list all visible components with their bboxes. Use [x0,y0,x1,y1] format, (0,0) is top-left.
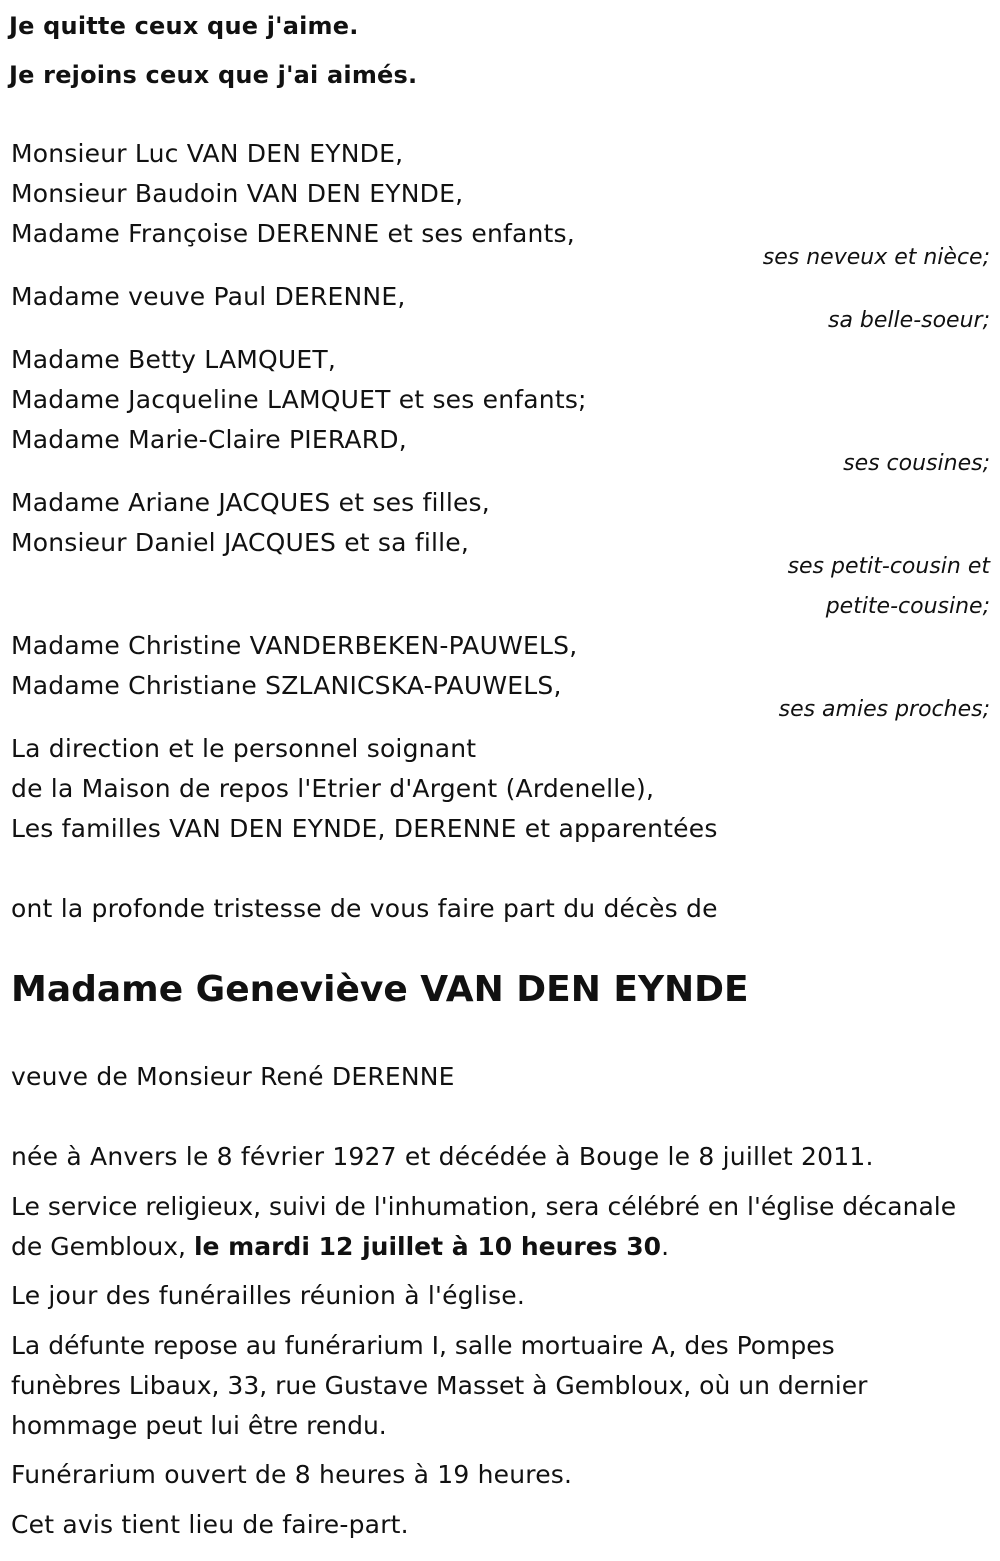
hours-text: Funérarium ouvert de 8 heures à 19 heures. [11,1460,573,1489]
widow-of-text: veuve de Monsieur René DERENNE [11,1062,455,1091]
mourner-name: Madame Marie-Claire PIERARD, [11,425,407,454]
service-end: . [661,1232,670,1261]
mourner-name: Madame Betty LAMQUET, [11,345,337,374]
relation-label: petite-cousine; [825,594,990,619]
mourner-name: Madame Ariane JACQUES et ses filles, [11,488,490,517]
mourner-name: Madame Christiane SZLANICSKA-PAUWELS, [11,671,562,700]
closing-text: Cet avis tient lieu de faire-part. [11,1510,409,1539]
repose-paragraph: La défunte repose au funérarium I, salle mortuaire A, des Pompes funèbres Libaux, 33, rue Gustave Masset à Gembloux, où un dernier hommage peut lui être rendu. [11,1331,868,1440]
relation-label: ses petit-cousin et [787,554,990,579]
mourner-name: de la Maison de repos l'Etrier d'Argent (Ardenelle), [11,774,655,803]
relation-label: ses cousines; [843,451,990,476]
mourner-name: Madame veuve Paul DERENNE, [11,282,406,311]
relation-label: ses neveux et nièce; [762,245,990,270]
announcement-text: ont la profonde tristesse de vous faire part du décès de [11,894,718,923]
service-text: Le service religieux, suivi de l'inhumation, sera célébré en l'église décanale de Gembloux, [11,1192,957,1261]
reunion-text: Le jour des funérailles réunion à l'église. [11,1281,526,1310]
epigraph-line-1: Je quitte ceux que j'aime. [9,12,359,40]
mourner-name: Les familles VAN DEN EYNDE, DERENNE et apparentées [11,814,718,843]
service-date: le mardi 12 juillet à 10 heures 30 [193,1232,662,1261]
mourner-name: Madame Jacqueline LAMQUET et ses enfants; [11,385,587,414]
mourner-name: La direction et le personnel soignant [11,734,477,763]
mourner-name: Monsieur Luc VAN DEN EYNDE, [11,139,404,168]
birth-death-text: née à Anvers le 8 février 1927 et décédée à Bouge le 8 juillet 2011. [11,1142,874,1171]
relation-label: sa belle-soeur; [828,308,990,333]
mourner-name: Madame Christine VANDERBEKEN-PAUWELS, [11,631,578,660]
deceased-name: Madame Geneviève VAN DEN EYNDE [11,969,749,1010]
mourner-name: Monsieur Baudoin VAN DEN EYNDE, [11,179,464,208]
relation-label: ses amies proches; [778,697,990,722]
service-paragraph [11,1187,971,1267]
epigraph-line-2: Je rejoins ceux que j'ai aimés. [9,61,418,89]
mourner-name: Madame Françoise DERENNE et ses enfants, [11,219,575,248]
mourner-name: Monsieur Daniel JACQUES et sa fille, [11,528,469,557]
